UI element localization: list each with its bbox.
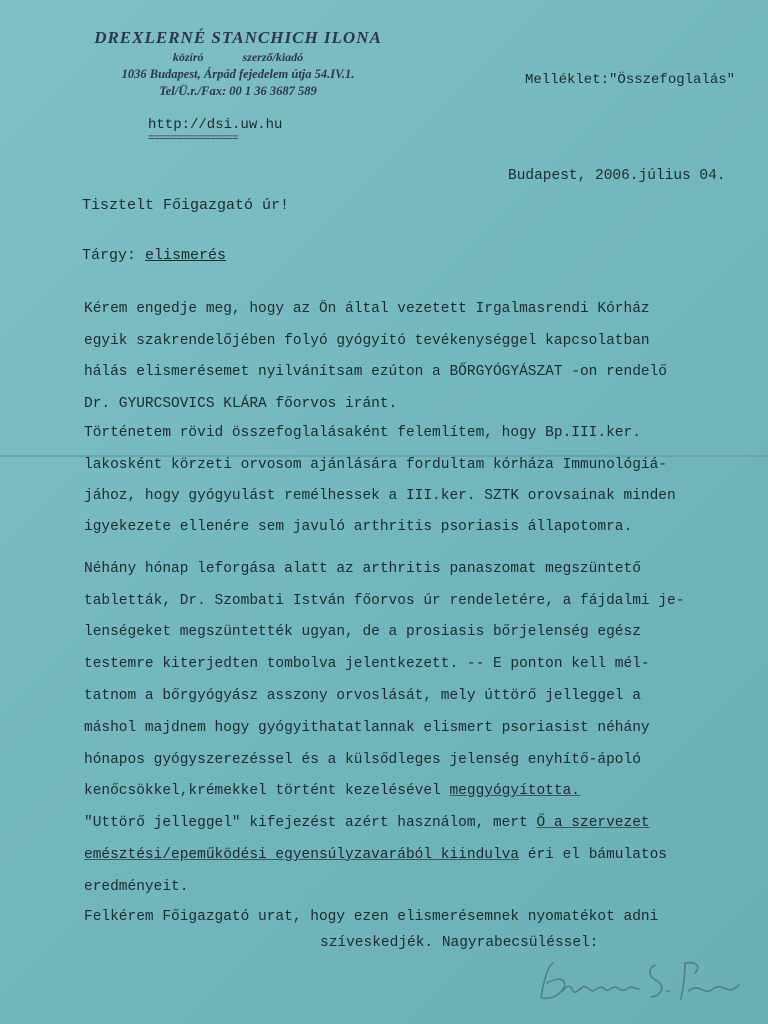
body-line: testemre kiterjedten tombolva jelentkezett. -- E ponton kell mél- [84,656,650,672]
body-line-part: tabletták, Dr. Szombati István főorvos úr rendeletére [84,593,546,609]
body-line: lakosként körzeti orvosom ajánlására fordultam kórháza Immunológiá- [84,457,667,473]
subject-value: elismerés [145,247,227,264]
body-line: igyekezete ellenére sem javuló arthritis psoriasis állapotomra. [84,519,633,535]
letterhead-role-publisher: szerző/kiadó [242,50,304,64]
handwritten-signature [535,955,750,1010]
body-line [84,593,684,609]
letterhead-role-writer: közíró [172,50,204,64]
body-line [84,847,667,863]
letterhead [78,28,398,99]
letterhead-address: 1036 Budapest, Árpád fejedelem útja 54.IV.1. [121,67,355,81]
underlined-phrase: meggyógyította. [449,783,580,799]
body-line: Történetem rövid összefoglalásaként felemlítem, hogy Bp.III.ker. [84,425,641,441]
body-line [84,783,580,799]
underlined-phrase: Ő a szervezet [536,815,650,831]
closing-phrase: szíveskedjék. Nagyrabecsüléssel: [320,935,599,951]
underlined-phrase: emésztési/epeműködési egyensúlyzavarából kiindulva [84,847,520,863]
dateline: Budapest, 2006.július 04. [508,168,726,184]
subject-line [82,247,226,264]
body-line: hálás elismerésemet nyilvánítsam ezúton a BŐRGYÓGYÁSZAT -on rendelő [84,364,667,380]
body-line: egyik szakrendelőjében folyó gyógyító tevékenységgel kapcsolatban [84,333,650,349]
body-line: Néhány hónap leforgása alatt az arthritis panaszomat megszüntető [84,561,641,577]
body-line: Kérem engedje meg, hogy az Ön által vezetett Irgalmasrendi Kórház [84,301,650,317]
body-line: máshol majdnem hogy gyógyithatatlannak elismert psoriasist néhány [84,720,650,736]
letterhead-url: http://dsi.uw.hu [148,117,283,133]
body-line-part: "Uttörő jelleggel" kifejezést azért használom, mert [84,815,537,831]
body-line: jához, hogy gyógyulást remélhessek a III.ker. SZTK orovsainak minden [84,488,676,504]
letterhead-roles [78,50,398,65]
attachment-note: Melléklet:"Összefoglalás" [525,72,736,88]
body-line: lenségeket megszüntették ugyan, de a prosiasis bőrjelenség egész [84,624,641,640]
body-line: tatnom a bőrgyógyász asszony orvoslását, mely úttörő jelleggel a [84,688,641,704]
body-line: hónapos gyógyszerezéssel és a külsődleges jelenség enyhítő-ápoló [84,752,641,768]
body-line-part: éri el bámulatos [519,847,668,863]
body-line [84,815,650,831]
subject-label: Tárgy: [82,247,137,264]
body-line-part: kenőcsökkel,krémekkel történt kezelésével [84,783,450,799]
letterhead-name: DREXLERNÉ STANCHICH ILONA [94,28,382,47]
body-line: eredményeit. [84,879,189,895]
signature-text: Drexlerné S. Ilona [535,955,546,956]
letterhead-phone: Tel/Ü.r./Fax: 00 1 36 3687 589 [159,84,317,98]
body-line: Felkérem Főigazgató urat, hogy ezen elismerésemnek nyomatékot adni [84,909,659,925]
body-line: Dr. GYURCSOVICS KLÁRA főorvos iránt. [84,396,398,412]
url-underline: ================ [148,133,238,145]
salutation: Tisztelt Főigazgató úr! [82,197,290,214]
body-line-part: , a fájdalmi je- [545,593,685,609]
